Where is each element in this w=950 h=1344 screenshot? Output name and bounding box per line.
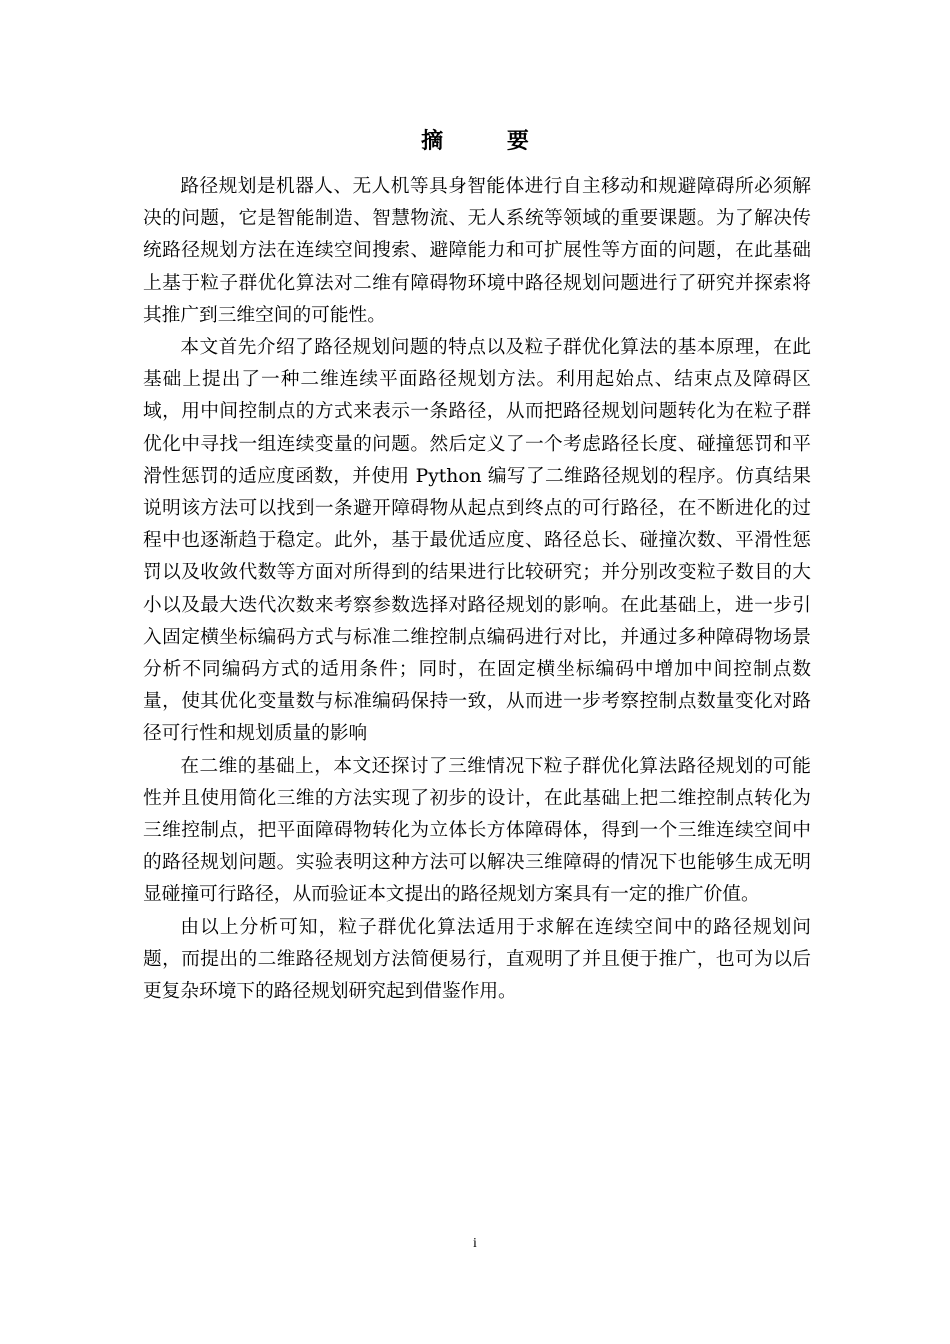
page-title: 摘 要 bbox=[421, 129, 557, 154]
abstract-paragraph-4: 由以上分析可知，粒子群优化算法适用于求解在连续空间中的路径规划问题，而提出的二维路径规划方法简便易行，直观明了并且便于推广，也可为以后更复杂环境下的路径规划研究起到借鉴作用。 bbox=[143, 916, 811, 1003]
abstract-body bbox=[143, 171, 811, 1008]
abstract-paragraph-3: 在二维的基础上，本文还探讨了三维情况下粒子群优化算法路径规划的可能性并且使用简化三维的方法实现了初步的设计，在此基础上把二维控制点转化为三维控制点，把平面障碍物转化为立体长方体障碍体，得到一个三维连续空间中的路径规划问题。实验表明这种方法可以解决三维障碍的情况下也能够生成无明显碰撞可行路径，从而验证本文提出的路径规划方案具有一定的推广价值。 bbox=[143, 755, 811, 906]
page-number: i bbox=[473, 1236, 477, 1251]
abstract-paragraph-2: 本文首先介绍了路径规划问题的特点以及粒子群优化算法的基本原理，在此基础上提出了一种二维连续平面路径规划方法。利用起始点、结束点及障碍区域，用中间控制点的方式来表示一条路径，从而把路径规划问题转化为在粒子群优化中寻找一组连续变量的问题。然后定义了一个考虑路径长度、碰撞惩罚和平滑性惩罚的适应度函数，并使用 Python 编写了二维路径规划的程序。仿真结果说明该方法可以找到一条避开障碍物从起点到终点的可行路径，在不断进化的过程中也逐渐趋于稳定。此外，基于最优适应度、路径总长、碰撞次数、平滑性惩罚以及收敛代数等方面对所得到的结果进行比较研究；并分别改变粒子数目的大小以及最大迭代次数来考察参数选择对路径规划的影响。在此基础上，进一步引入固定横坐标编码方式与标准二维控制点编码进行对比，并通过多种障碍物场景分析不同编码方式的适用条件；同时，在固定横坐标编码中增加中间控制点数量，使其优化变量数与标准编码保持一致，从而进一步考察控制点数量变化对路径可行性和规划质量的影响 bbox=[143, 337, 811, 745]
abstract-paragraph-1: 路径规划是机器人、无人机等具身智能体进行自主移动和规避障碍所必须解决的问题，它是智能制造、智慧物流、无人系统等领域的重要课题。为了解决传统路径规划方法在连续空间搜索、避障能力和可扩展性等方面的问题，在此基础上基于粒子群优化算法对二维有障碍物环境中路径规划问题进行了研究并探索将其推广到三维空间的可能性。 bbox=[143, 176, 811, 326]
